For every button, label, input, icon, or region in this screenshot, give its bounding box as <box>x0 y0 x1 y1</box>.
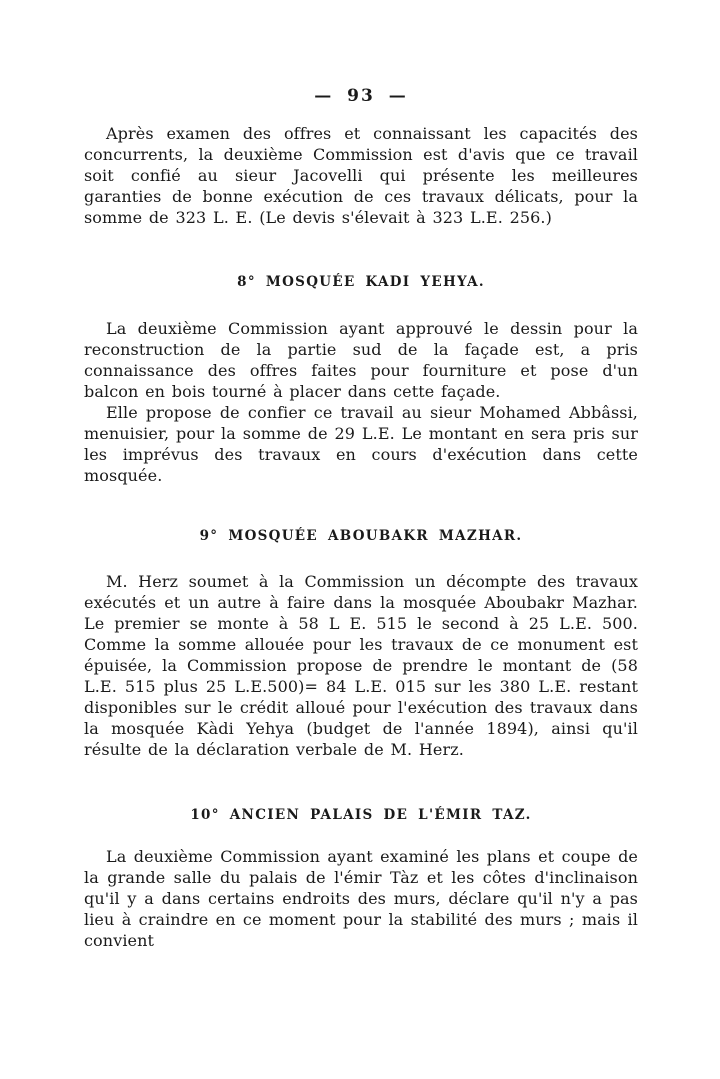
section-8-paragraph-1: La deuxième Commission ayant approuvé le dessin pour la reconstruction de la partie sud de la façade est, a pris connaissance des offres faites pour fourniture et pose d'un balcon en bois tourné à placer dans cette façade. <box>84 319 638 401</box>
section-heading-9-mosquee-aboubakr-mazhar: 9° MOSQUÉE ABOUBAKR MAZHAR. <box>199 528 523 544</box>
paragraph-intro: Après examen des offres et connaissant les capacités des concurrents, la deuxième Commission est d'avis que ce travail soit confié au sieur Jacovelli qui présente les meilleures garanties de bonne exécution de ces travaux délicats, pour la somme de 323 L. E. (Le devis s'élevait à 323 L.E. 256.) <box>84 124 638 227</box>
section-heading-8-mosquee-kadi-yehya: 8° MOSQUÉE KADI YEHYA. <box>237 274 485 290</box>
section-9-paragraph-1: M. Herz soumet à la Commission un décompte des travaux exécutés et un autre à faire dans la mosquée Aboubakr Mazhar. Le premier se monte à 58 L E. 515 le second à 25 L.E. 500. Comme la somme allouée pour les travaux de ce monument est épuisée, la Commission propose de prendre le montant de (58 L.E. 515 plus 25 L.E.500)= 84 L.E. 015 sur les 380 L.E. restant disponibles sur le crédit alloué pour l'exécution des travaux dans la mosquée Kàdi Yehya (budget de l'année 1894), ainsi qu'il résulte de la déclaration verbale de M. Herz. <box>84 572 638 759</box>
page-number: — 93 — <box>314 86 408 106</box>
section-10-paragraph-1: La deuxième Commission ayant examiné les plans et coupe de la grande salle du palais de l'émir Tàz et les côtes d'inclinaison qu'il y a dans certains endroits des murs, déclare qu'il n'y a pas lieu à craindre en ce moment pour la stabilité des murs ; mais il convient <box>84 847 638 950</box>
section-8-paragraph-2: Elle propose de confier ce travail au sieur Mohamed Abbâssi, menuisier, pour la somme de 29 L.E. Le montant en sera pris sur les imprévus des travaux en cours d'exécution dans cette mosquée. <box>84 403 638 485</box>
section-heading-10-ancien-palais-emir-taz: 10° ANCIEN PALAIS DE L'ÉMIR TAZ. <box>190 807 532 823</box>
